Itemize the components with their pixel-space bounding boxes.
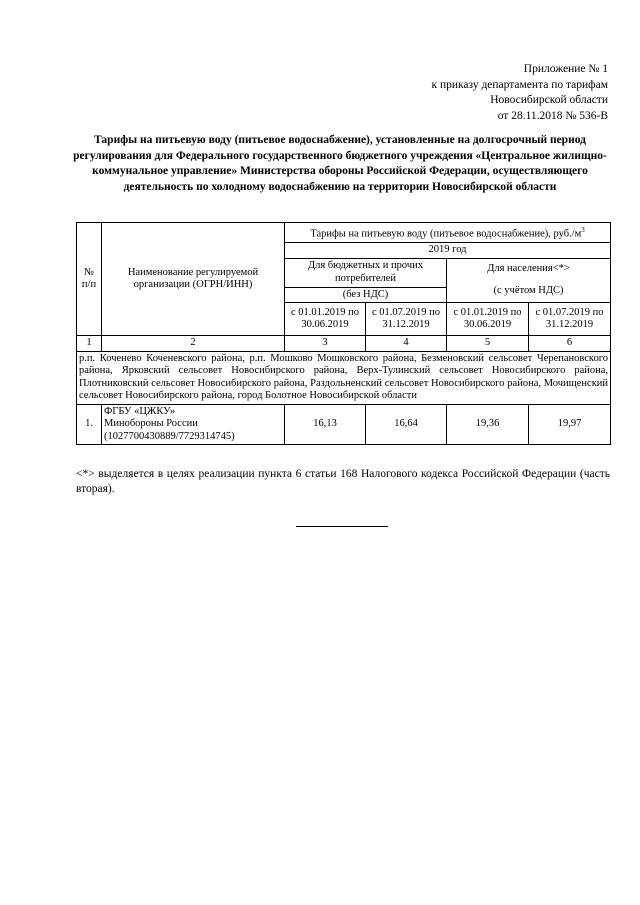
header-tariffs-unit-sup: 3 [581,226,585,234]
column-number-2: 2 [102,336,285,352]
column-number-row [77,336,611,352]
header-tariffs [285,223,611,243]
row-org [102,404,285,445]
row-value-2: 16,64 [366,404,447,445]
header-group-population [447,258,611,303]
territory-row [77,351,611,404]
document-title: Тарифы на питьевую воду (питьевое водоснабжение), установленные на долгосрочный период регулирования для Федерального государственного бюджетного учреждения «Центральное жилищно-коммунальное управление» Министерства обороны Российской Федерации, осуществляющего деятельность по холодному водоснабжению на территории Новосибирской области [73,134,607,193]
header-period-3: с 01.01.2019 по 30.06.2019 [447,303,529,336]
column-number-5: 5 [447,336,529,352]
appendix-header [431,62,608,124]
column-number-4: 4 [366,336,447,352]
header-group-population-label: Для населения<*> [487,262,570,274]
header-tariffs-text: Тарифы на питьевую воду (питьевое водоснабжение), руб./м [310,228,582,240]
tariff-table [76,222,611,445]
column-number-3: 3 [285,336,366,352]
header-period-4: с 01.07.2019 по 31.12.2019 [529,303,611,336]
appendix-line-1: Приложение № 1 [523,63,608,75]
header-group-budget: Для бюджетных и прочих потребителей [285,258,447,287]
signature-line [296,526,388,527]
row-num: 1. [77,404,102,445]
header-period-1: с 01.01.2019 по 30.06.2019 [285,303,366,336]
appendix-line-4: от 28.11.2018 № 536-В [497,109,608,122]
table-row [77,404,611,445]
appendix-line-3: Новосибирской области [490,94,608,106]
header-org-name: Наименование регулируемой организации (ОГРН/ИНН) [102,223,285,336]
territory-text: р.п. Коченево Коченевского района, р.п. Мошково Мошковского района, Безменовский сельсовет Черепановского района, Ярковский сельсовет Новосибирского района, Верх-Тулинский сельсовет Новосибирского района, Плотниковский сельсовет Новосибирского района, Раздольненский сельсовет Новосибирского района, Мочищенский сельсовет Новосибирского района, город Болотное Новосибирской области [77,351,611,404]
row-org-line-1: ФГБУ «ЦЖКУ» [104,405,176,417]
header-num: № п/п [77,223,102,336]
row-value-1: 16,13 [285,404,366,445]
row-value-3: 19,36 [447,404,529,445]
header-year: 2019 год [285,243,611,259]
row-value-4: 19,97 [529,404,611,445]
footnote: <*> выделяется в целях реализации пункта 6 статьи 168 Налогового кодекса Российской Федерации (часть вторая). [76,468,610,495]
appendix-line-2: к приказу департамента по тарифам [431,78,608,91]
header-group-budget-note: (без НДС) [285,287,447,303]
column-number-6: 6 [529,336,611,352]
column-number-1: 1 [77,336,102,352]
row-org-line-2: Минобороны России [104,418,198,429]
table-header-row-1 [77,223,611,243]
header-period-2: с 01.07.2019 по 31.12.2019 [366,303,447,336]
header-group-population-note: (с учётом НДС) [493,285,564,297]
row-org-line-3: (1027700430889/7729314745) [104,430,235,442]
